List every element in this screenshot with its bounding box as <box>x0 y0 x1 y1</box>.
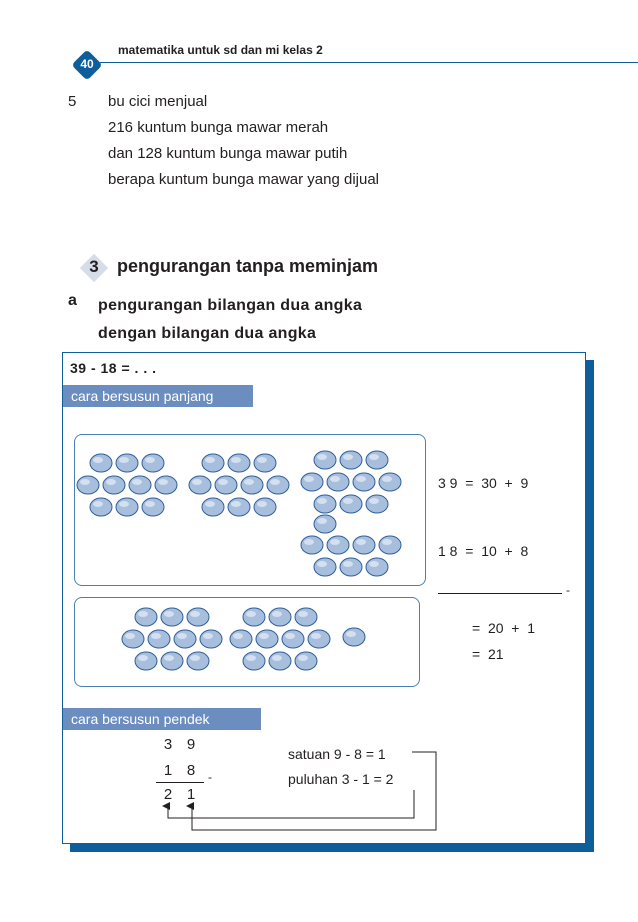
ones-subtraction-note: satuan 9 - 8 = 1 <box>288 746 386 762</box>
counter-coin <box>161 652 183 670</box>
counter-coin <box>256 630 278 648</box>
section-number: 3 <box>89 257 99 276</box>
counter-coin <box>282 630 304 648</box>
counter-coin <box>142 498 164 516</box>
counter-coin <box>366 558 388 576</box>
counter-coin <box>353 473 375 491</box>
counter-coin <box>295 608 317 626</box>
counter-coin <box>314 495 336 513</box>
counter-coin <box>314 515 336 533</box>
counter-coin <box>327 473 349 491</box>
counter-coin <box>243 652 265 670</box>
short-method-label: cara bersusun pendek <box>63 708 261 730</box>
long-form-line-sum: = 20 + 1 <box>472 620 536 636</box>
short-middle-ones-digit: 8 <box>186 762 196 779</box>
counter-coin <box>174 630 196 648</box>
long-form-line-18: 1 8 = 10 + 8 <box>438 543 529 559</box>
counter-coin <box>353 536 375 554</box>
short-top-ones-digit: 9 <box>186 736 196 753</box>
counter-coin <box>269 652 291 670</box>
counter-coin <box>215 476 237 494</box>
counter-coin <box>148 630 170 648</box>
counter-coin <box>267 476 289 494</box>
counter-coin <box>301 536 323 554</box>
problem-number: 5 <box>68 93 77 110</box>
counter-coin <box>122 630 144 648</box>
counter-coin <box>269 608 291 626</box>
counter-coin <box>366 451 388 469</box>
counter-coin <box>135 652 157 670</box>
problem-line: bu cici menjual <box>108 93 208 110</box>
short-result-ones-digit: 1 <box>186 786 196 803</box>
counter-coin <box>155 476 177 494</box>
counter-coin <box>379 473 401 491</box>
counter-coin <box>254 498 276 516</box>
counter-coin <box>327 536 349 554</box>
short-top-tens-digit: 3 <box>163 736 173 753</box>
counter-coin <box>340 558 362 576</box>
counter-coin <box>343 628 365 646</box>
counter-coin <box>243 608 265 626</box>
tens-subtraction-note: puluhan 3 - 1 = 2 <box>288 771 394 787</box>
counter-coin <box>200 630 222 648</box>
problem-line: 216 kuntum bunga mawar merah <box>108 119 329 136</box>
counter-coin <box>129 476 151 494</box>
counter-coin <box>295 652 317 670</box>
subsection-line: dengan bilangan dua angka <box>98 325 317 342</box>
counter-coin <box>135 608 157 626</box>
counter-coin <box>187 608 209 626</box>
counter-coin <box>314 451 336 469</box>
counter-coin <box>90 498 112 516</box>
counter-coin <box>308 630 330 648</box>
example-expression: 39 - 18 = . . . <box>70 360 157 376</box>
counter-coin <box>340 451 362 469</box>
counter-coin <box>161 608 183 626</box>
long-form-rule <box>438 593 562 594</box>
counter-coin <box>189 476 211 494</box>
page-number: 40 <box>80 57 94 71</box>
counter-coin <box>254 454 276 472</box>
counter-coin <box>314 558 336 576</box>
problem-line: berapa kuntum bunga mawar yang dijual <box>108 171 380 188</box>
counter-coin <box>228 498 250 516</box>
counter-coin <box>379 536 401 554</box>
counter-coin <box>230 630 252 648</box>
long-method-label: cara bersusun panjang <box>63 385 253 407</box>
running-header-title: matematika untuk sd dan mi kelas 2 <box>118 43 323 57</box>
counter-coin <box>187 652 209 670</box>
problem-line: dan 128 kuntum bunga mawar putih <box>108 145 348 162</box>
short-form-rule <box>156 782 204 783</box>
counter-coin <box>202 498 224 516</box>
subsection-letter: a <box>68 292 77 309</box>
counter-coin <box>103 476 125 494</box>
counter-coin <box>77 476 99 494</box>
counter-coin <box>202 454 224 472</box>
subsection-line: pengurangan bilangan dua angka <box>98 297 363 314</box>
counter-coin <box>90 454 112 472</box>
section-title: pengurangan tanpa meminjam <box>117 256 379 276</box>
counter-coin <box>142 454 164 472</box>
counter-coin <box>116 454 138 472</box>
long-form-line-result: = 21 <box>472 646 504 662</box>
counter-coin <box>228 454 250 472</box>
short-middle-tens-digit: 1 <box>163 762 173 779</box>
counter-coin <box>116 498 138 516</box>
long-form-line-39: 3 9 = 30 + 9 <box>438 475 529 491</box>
counter-coin <box>241 476 263 494</box>
long-form-minus-sign: - <box>566 583 570 597</box>
short-result-tens-digit: 2 <box>163 786 173 803</box>
short-form-minus-sign: - <box>208 770 212 784</box>
counter-coin <box>366 495 388 513</box>
counter-coin <box>340 495 362 513</box>
counter-coin <box>301 473 323 491</box>
